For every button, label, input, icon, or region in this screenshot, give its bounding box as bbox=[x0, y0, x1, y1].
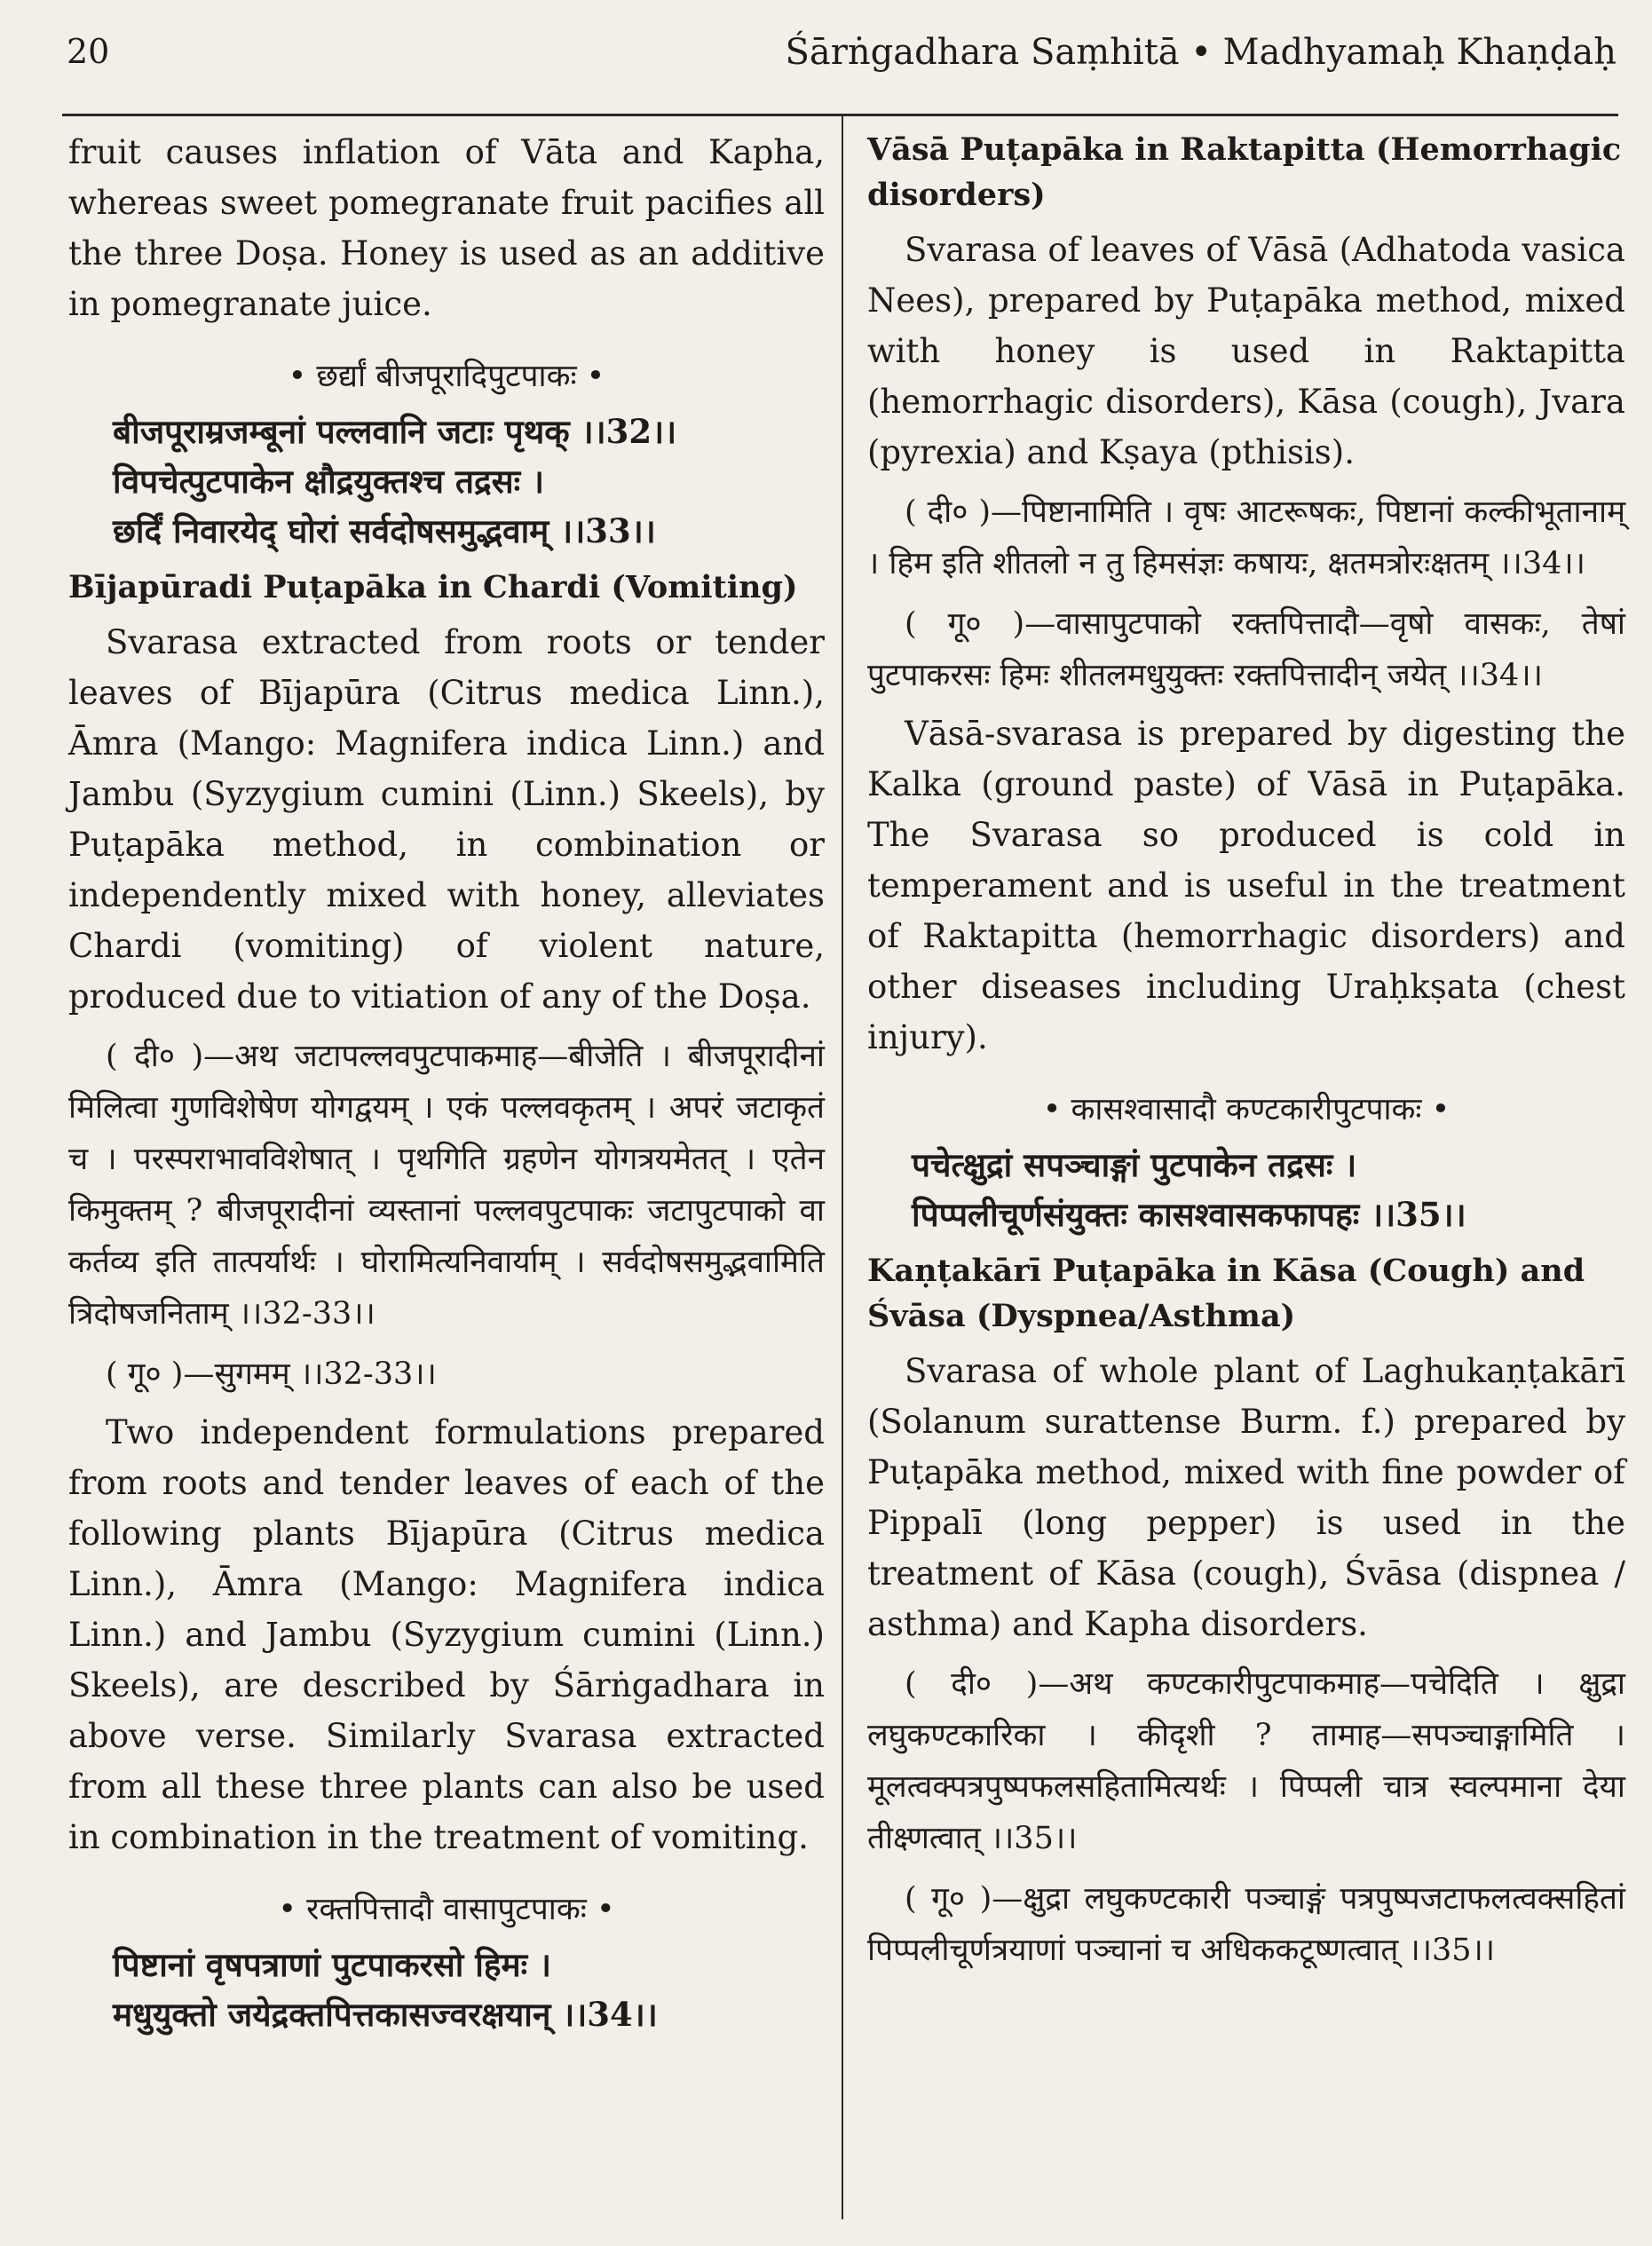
verse-heading: • रक्तपित्तादौ वासापुटपाकः • bbox=[278, 1892, 615, 1927]
verse-line: बीजपूराम्रजम्बूनां पल्लवानि जटाः पृथक् ।।32।। bbox=[113, 412, 677, 451]
running-title: Śārṅgadhara Saṃhitā • Madhyamaḥ Khaṇḍaḥ bbox=[785, 32, 1616, 73]
section-heading: Kaṇṭakārī Puṭapāka in Kāsa (Cough) and Śvāsa (Dyspnea/Asthma) bbox=[867, 1253, 1585, 1334]
verse-line: छर्दिं निवारयेद् घोरां सर्वदोषसमुद्भवाम् ।।33।। bbox=[113, 511, 656, 550]
verse-heading: • कासश्वासादौ कण्टकारीपुटपाकः • bbox=[1042, 1092, 1450, 1127]
commentary-dipika: ( दी० )—अथ जटापल्लवपुटपाकमाह—बीजेति । बीजपूरादीनां मिलित्वा गुणविशेषेण योगद्वयम् । एकं पल्लवकृतम् । अपरं जटाकृतं च । परस्पराभावविशेषात् । पृथगिति ग्रहणेन योगत्रयमेतत् । एतेन किमुक्तम् ? बीजपूरादीनां व्यस्तानां पल्लवपुटपाकः जटापुटपाको वा कर्तव्य इति तात्पर्यार्थः । घोरामित्यनिवार्याम् । सर्वदोषसमुद्भवामिति त्रिदोषजनिताम् ।।32-33।। bbox=[68, 1039, 825, 1332]
left-column bbox=[68, 127, 825, 2039]
section-heading: Bījapūradi Puṭapāka in Chardi (Vomiting) bbox=[68, 569, 798, 605]
verse-line: पिष्टानां वृषपत्राणां पुटपाकरसो हिमः । bbox=[113, 1945, 552, 1984]
paragraph: Svarasa of whole plant of Laghukaṇṭakārī (Solanum surattense Burm. f.) prepared by Puṭapāka method, mixed with fine powder of Pippalī (long pepper) is used in the treatment of Kāsa (cough), Śvāsa (dispnea / asthma) and Kapha disorders. bbox=[867, 1352, 1625, 1643]
header-rule bbox=[62, 114, 1618, 116]
paragraph: Svarasa extracted from roots or tender leaves of Bījapūra (Citrus medica Linn.), Āmra (Mango: Magnifera indica Linn.) and Jambu (Syzygium cumini (Linn.) Skeels), by Puṭapāka method, in combination or independently mixed with honey, alleviates Chardi (vomiting) of violent nature, produced due to vitiation of any of the Doṣa. bbox=[68, 623, 825, 1016]
commentary-gudhartha: ( गू० )—क्षुद्रा लघुकण्टकारी पञ्चाङ्गं पत्रपुष्पजटाफलत्वक्सहितां पिप्पलीचूर्णत्रयाणां पञ्चानां च अधिककटूष्णत्वात् ।।35।। bbox=[867, 1881, 1625, 1968]
verse-heading: • छर्द्यां बीजपूरादिपुटपाकः • bbox=[288, 359, 605, 394]
paragraph: Vāsā-svarasa is prepared by digesting the Kalka (ground paste) of Vāsā in Puṭapāka. The Svarasa so produced is cold in temperament and is useful in the treatment of Raktapitta (hemorrhagic disorders) and other diseases including Uraḥkṣata (chest injury). bbox=[867, 715, 1625, 1056]
page-number: 20 bbox=[67, 32, 110, 71]
commentary-gudhartha: ( गू० )—वासापुटपाको रक्तपित्तादौ—वृषो वासकः, तेषां पुटपाकरसः हिमः शीतलमधुयुक्तः रक्तपित्तादीन् जयेत् ।।34।। bbox=[867, 606, 1625, 693]
commentary-gudhartha: ( गू० )—सुगमम् ।।32-33।। bbox=[106, 1356, 437, 1392]
paragraph: Two independent formulations prepared from roots and tender leaves of each of the following plants Bījapūra (Citrus medica Linn.), Āmra (Mango: Magnifera indica Linn.) and Jambu (Syzygium cumini (Linn.) Skeels), are described by Śārṅgadhara in above verse. Similarly Svarasa extracted from all these three plants can also be used in combination in the treatment of vomiting. bbox=[68, 1413, 825, 1856]
section-heading: Vāsā Puṭapāka in Raktapitta (Hemorrhagic disorders) bbox=[867, 131, 1622, 213]
verse-line: मधुयुक्तो जयेद्रक्तपित्तकासज्वरक्षयान् ।।34।। bbox=[113, 1995, 658, 2034]
commentary-dipika: ( दी० )—पिष्टानामिति । वृषः आटरूषकः, पिष्टानां कल्कीभूतानाम् । हिम इति शीतलो न तु हिमसंज्ञः कषायः, क्षतमत्रोरःक्षतम् ।।34।। bbox=[867, 494, 1625, 581]
page-header bbox=[67, 27, 1616, 80]
verse-line: पिप्पलीचूर्णसंयुक्तः कासश्वासकफापहः ।।35।। bbox=[912, 1195, 1466, 1234]
right-column bbox=[867, 127, 1625, 1976]
commentary-dipika: ( दी० )—अथ कण्टकारीपुटपाकमाह—पचेदिति । क्षुद्रा लघुकण्टकारिका । कीदृशी ? तामाह—सपञ्चाङ्गामिति । मूलत्वक्पत्रपुष्पफलसहितामित्यर्थः । पिप्पली चात्र स्वल्पमाना देया तीक्ष्णत्वात् ।।35।। bbox=[867, 1666, 1625, 1856]
paragraph: fruit causes inflation of Vāta and Kapha, whereas sweet pomegranate fruit pacifies all the three Doṣa. Honey is used as an additive in pomegranate juice. bbox=[68, 133, 825, 323]
paragraph: Svarasa of leaves of Vāsā (Adhatoda vasica Nees), prepared by Puṭapāka method, mixed with honey is used in Raktapitta (hemorrhagic disorders), Kāsa (cough), Jvara (pyrexia) and Kṣaya (pthisis). bbox=[867, 231, 1625, 471]
verse-line: विपचेत्पुटपाकेन क्षौद्रयुक्तश्च तद्रसः । bbox=[113, 462, 545, 501]
column-divider bbox=[842, 115, 843, 2219]
verse-line: पचेत्क्षुद्रां सपञ्चाङ्गां पुटपाकेन तद्रसः । bbox=[912, 1145, 1357, 1184]
